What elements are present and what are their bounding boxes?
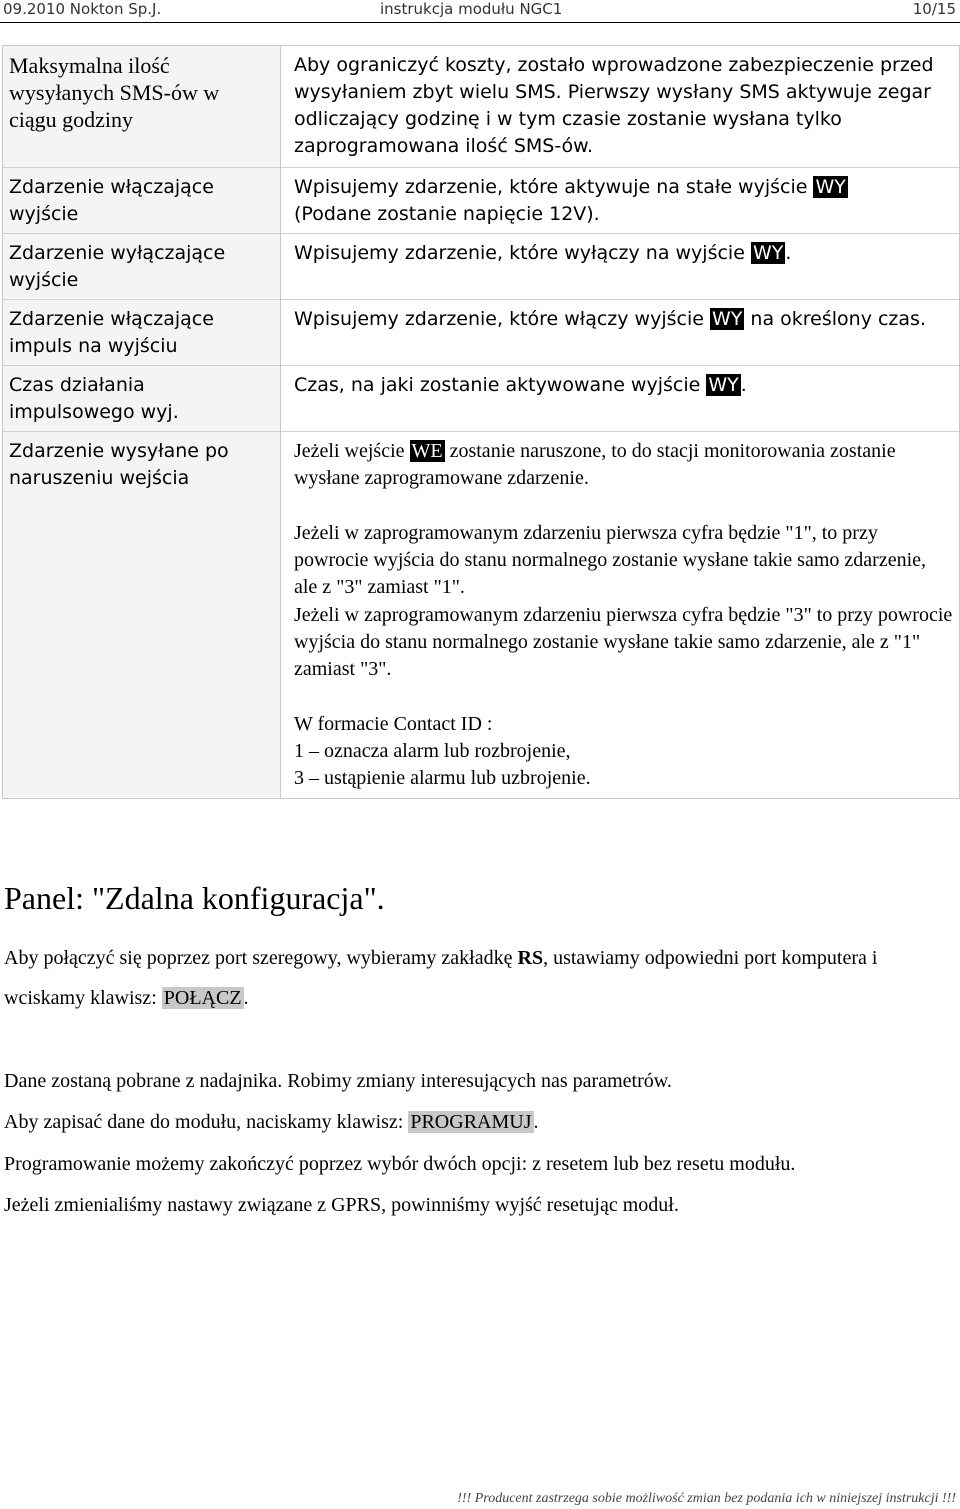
header-document-title: instrukcja modułu NGC1	[380, 0, 563, 18]
table-row-label: Zdarzenie wysyłane po naruszeniu wejścia	[3, 431, 280, 799]
paragraph-download: Dane zostaną pobrane z nadajnika. Robimy zmiany interesujących nas parametrów.	[4, 1070, 672, 1092]
paragraph-save: Aby zapisać dane do modułu, naciskamy klawisz: PROGRAMUJ .	[4, 1111, 539, 1133]
connect-button-label: POŁĄCZ	[163, 987, 242, 1009]
table-row-text: Jeżeli wejście WE zostanie naruszone, to do stacji monitorowania zostanie wysłane zaprogramowane zdarzenie. Jeżeli w zaprogramowanym zdarzeniu pierwsza cyfra będzie "1", to przy powrocie wyjścia do stanu normalnego zostanie wysłane takie samo zdarzenie, ale z "3" zamiast "1". Jeżeli w zaprogramowanym zdarzeniu pierwsza cyfra będzie "3" to przy powrocie wyjścia do stanu normalnego zostanie wysłane takie samo zdarzenie, ale z "1" zamiast "3". W formacie Contact ID : 1 – oznacza alarm lub rozbrojenie, 3 – ustąpienie alarmu lub uzbrojenie.	[281, 431, 959, 799]
output-tag: WY	[711, 308, 743, 330]
paragraph-connect: Aby połączyć się poprzez port szeregowy, wybieramy zakładkę RS, ustawiamy odpowiedni port komputera i wciskamy klawisz: POŁĄCZ .	[4, 947, 878, 1009]
table-row-label: Czas działania impulsowego wyj.	[3, 365, 280, 431]
page-header	[0, 0, 960, 23]
table-row-text: Wpisujemy zdarzenie, które włączy wyjście WY na określony czas.	[281, 299, 959, 365]
table-row-label: Zdarzenie włączające impuls na wyjściu	[3, 299, 280, 365]
output-tag: WY	[815, 176, 846, 198]
rs-tab-label: RS	[517, 947, 544, 969]
table-row-label: Zdarzenie włączające wyjście	[3, 167, 280, 233]
paragraph-finish: Programowanie możemy zakończyć poprzez wybór dwóch opcji: z resetem lub bez resetu modułu.	[4, 1153, 796, 1175]
program-button-label: PROGRAMUJ	[410, 1111, 532, 1133]
header-company: 09.2010 Nokton Sp.J.	[3, 0, 162, 18]
table-row-label: Zdarzenie wyłączające wyjście	[3, 233, 280, 299]
page-footer: !!! Producent zastrzega sobie możliwość zmian bez podania ich w niniejszej instrukcji !!!	[457, 1491, 956, 1506]
table-row-text: Czas, na jaki zostanie aktywowane wyjście WY .	[281, 365, 959, 431]
header-page-number: 10/15	[912, 0, 956, 18]
paragraph-gprs: Jeżeli zmienialiśmy nastawy związane z GPRS, powinniśmy wyjść resetując moduł.	[4, 1194, 679, 1216]
table-row-text: Wpisujemy zdarzenie, które aktywuje na stałe wyjście WY (Podane zostanie napięcie 12V).	[281, 167, 959, 233]
parameters-table	[2, 45, 960, 799]
table-row-text: Wpisujemy zdarzenie, które wyłączy na wyjście WY .	[281, 233, 959, 299]
input-tag: WE	[411, 440, 443, 462]
output-tag: WY	[752, 242, 784, 264]
output-tag: WY	[708, 374, 739, 396]
section-title: Panel: "Zdalna konfiguracja".	[4, 880, 385, 916]
table-row-label: Maksymalna ilość wysyłanych SMS-ów w ciągu godziny	[9, 53, 220, 132]
table-row-text: Aby ograniczyć koszty, zostało wprowadzone zabezpieczenie przed wysyłaniem zbyt wielu SMS. Pierwszy wysłany SMS aktywuje zegar odliczający godzinę i w tym czasie zostanie wysłana tylko zaprogramowana ilość SMS-ów.	[294, 54, 934, 157]
